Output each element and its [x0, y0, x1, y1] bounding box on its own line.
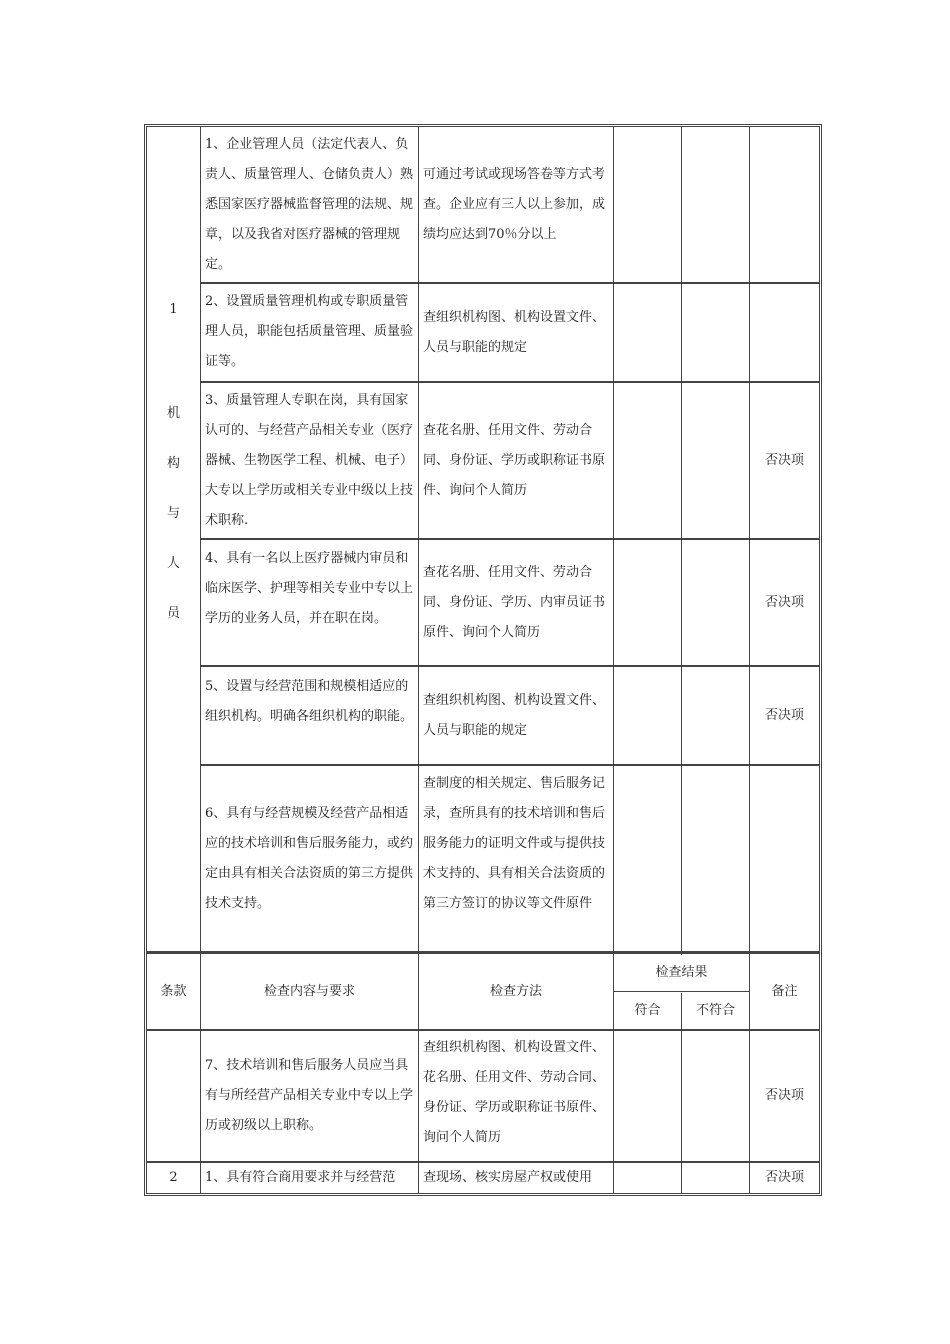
row-method-text: 可通过考试或现场答卷等方式考查。企业应有三人以上参加，成绩均应达到70％分以上: [423, 166, 606, 242]
header-pass-text: 符合: [634, 1002, 661, 1018]
row-method: [419, 127, 613, 282]
row-method: 查组织机构图、机构设置文件、花名册、任用文件、劳动合同、身份证、学历或职称证书原件、询问个人简历: [423, 1040, 606, 1145]
row-remark-text: 否决项: [764, 452, 804, 468]
row-content: 1、具有符合商用要求并与经营范: [205, 1170, 396, 1185]
row-method: [419, 383, 613, 538]
clause-number: 1: [169, 302, 178, 317]
header-pass: [614, 992, 681, 1029]
grid-line: [681, 127, 682, 955]
row-remark-text: 否决项: [764, 594, 804, 610]
clause-title-char: 与: [166, 506, 180, 521]
clause-title-char: 机: [166, 406, 180, 421]
row-method: 查制度的相关规定、售后服务记录，查所具有的技术培训和售后服务能力的证明文件或与提供技术支持的、具有相关合法资质的第三方签订的协议等文件原件: [423, 776, 606, 911]
row-content: 1、企业管理人员（法定代表人、负责人、质量管理人、仓储负责人）熟悉国家医疗器械监督管理的法规、规章，以及我省对医疗器械的管理规定。: [205, 137, 414, 272]
header-fail: [682, 992, 749, 1029]
row-content: 2、设置质量管理机构或专职质量管理人员，职能包括质量管理、质量验证等。: [205, 294, 414, 369]
row-method: [419, 667, 613, 764]
header-fail-text: 不符合: [695, 1002, 735, 1018]
clause-title-char: 构: [166, 456, 180, 471]
header-content: [201, 954, 418, 1029]
row-content: [201, 766, 418, 951]
row-remark: [750, 1031, 819, 1161]
row-method-text: 查组织机构图、机构设置文件、人员与职能的规定: [423, 309, 606, 355]
row-remark-text: 否决项: [764, 707, 804, 723]
header-content-text: 检查内容与要求: [263, 983, 355, 999]
clause-title-char: 人: [166, 556, 180, 571]
clause-title-char: 员: [166, 606, 180, 621]
grid-line: [613, 127, 614, 1193]
header-clause: [147, 954, 200, 1029]
row-method-text: 查花名册、任用文件、劳动合同、身份证、学历或职称证书原件、询问个人简历: [423, 422, 606, 498]
row-content-text: 6、具有与经营规模及经营产品相适应的技术培训和售后服务能力，或约定由具有相关合法资质的第三方提供技术支持。: [205, 805, 414, 911]
header-clause-text: 条款: [160, 983, 187, 999]
row-method-text: 查组织机构图、机构设置文件、人员与职能的规定: [423, 692, 606, 738]
row-content-text: 7、技术培训和售后服务人员应当具有与所经营产品相关专业中专以上学历或初级以上职称。: [205, 1058, 414, 1133]
row-method: 查现场、核实房屋产权或使用: [423, 1170, 593, 1185]
row-content: [201, 1031, 418, 1161]
header-method-text: 检查方法: [489, 983, 542, 999]
row-remark: [750, 383, 819, 538]
row-method: [419, 284, 613, 381]
header-result-text: 检查结果: [655, 964, 708, 980]
header-method: [419, 954, 613, 1029]
row-content: 4、具有一名以上医疗器械内审员和临床医学、护理等相关专业中专以上学历的业务人员，并在职在岗。: [205, 551, 414, 626]
clause-number: 2: [169, 1170, 178, 1185]
row-content: 3、质量管理人专职在岗，具有国家认可的、与经营产品相关专业（医疗器械、生物医学工程、机械、电子）大专以上学历或相关专业中级以上技术职称.: [205, 393, 414, 528]
row-method: [419, 540, 613, 665]
inspection-table: [144, 124, 822, 1196]
header-remark-text: 备注: [771, 983, 798, 999]
row-remark: 否决项: [764, 1170, 804, 1185]
row-content: 5、设置与经营范围和规模相适应的组织机构。明确各组织机构的职能。: [205, 679, 414, 724]
row-remark: [750, 667, 819, 764]
clause-title: [147, 389, 200, 649]
row-method-text: 查花名册、任用文件、劳动合同、身份证、学历、内审员证书原件、询问个人简历: [423, 564, 606, 640]
header-remark: [750, 954, 819, 1029]
row-remark: [750, 540, 819, 665]
header-result: [614, 954, 749, 991]
row-remark-text: 否决项: [764, 1088, 804, 1103]
